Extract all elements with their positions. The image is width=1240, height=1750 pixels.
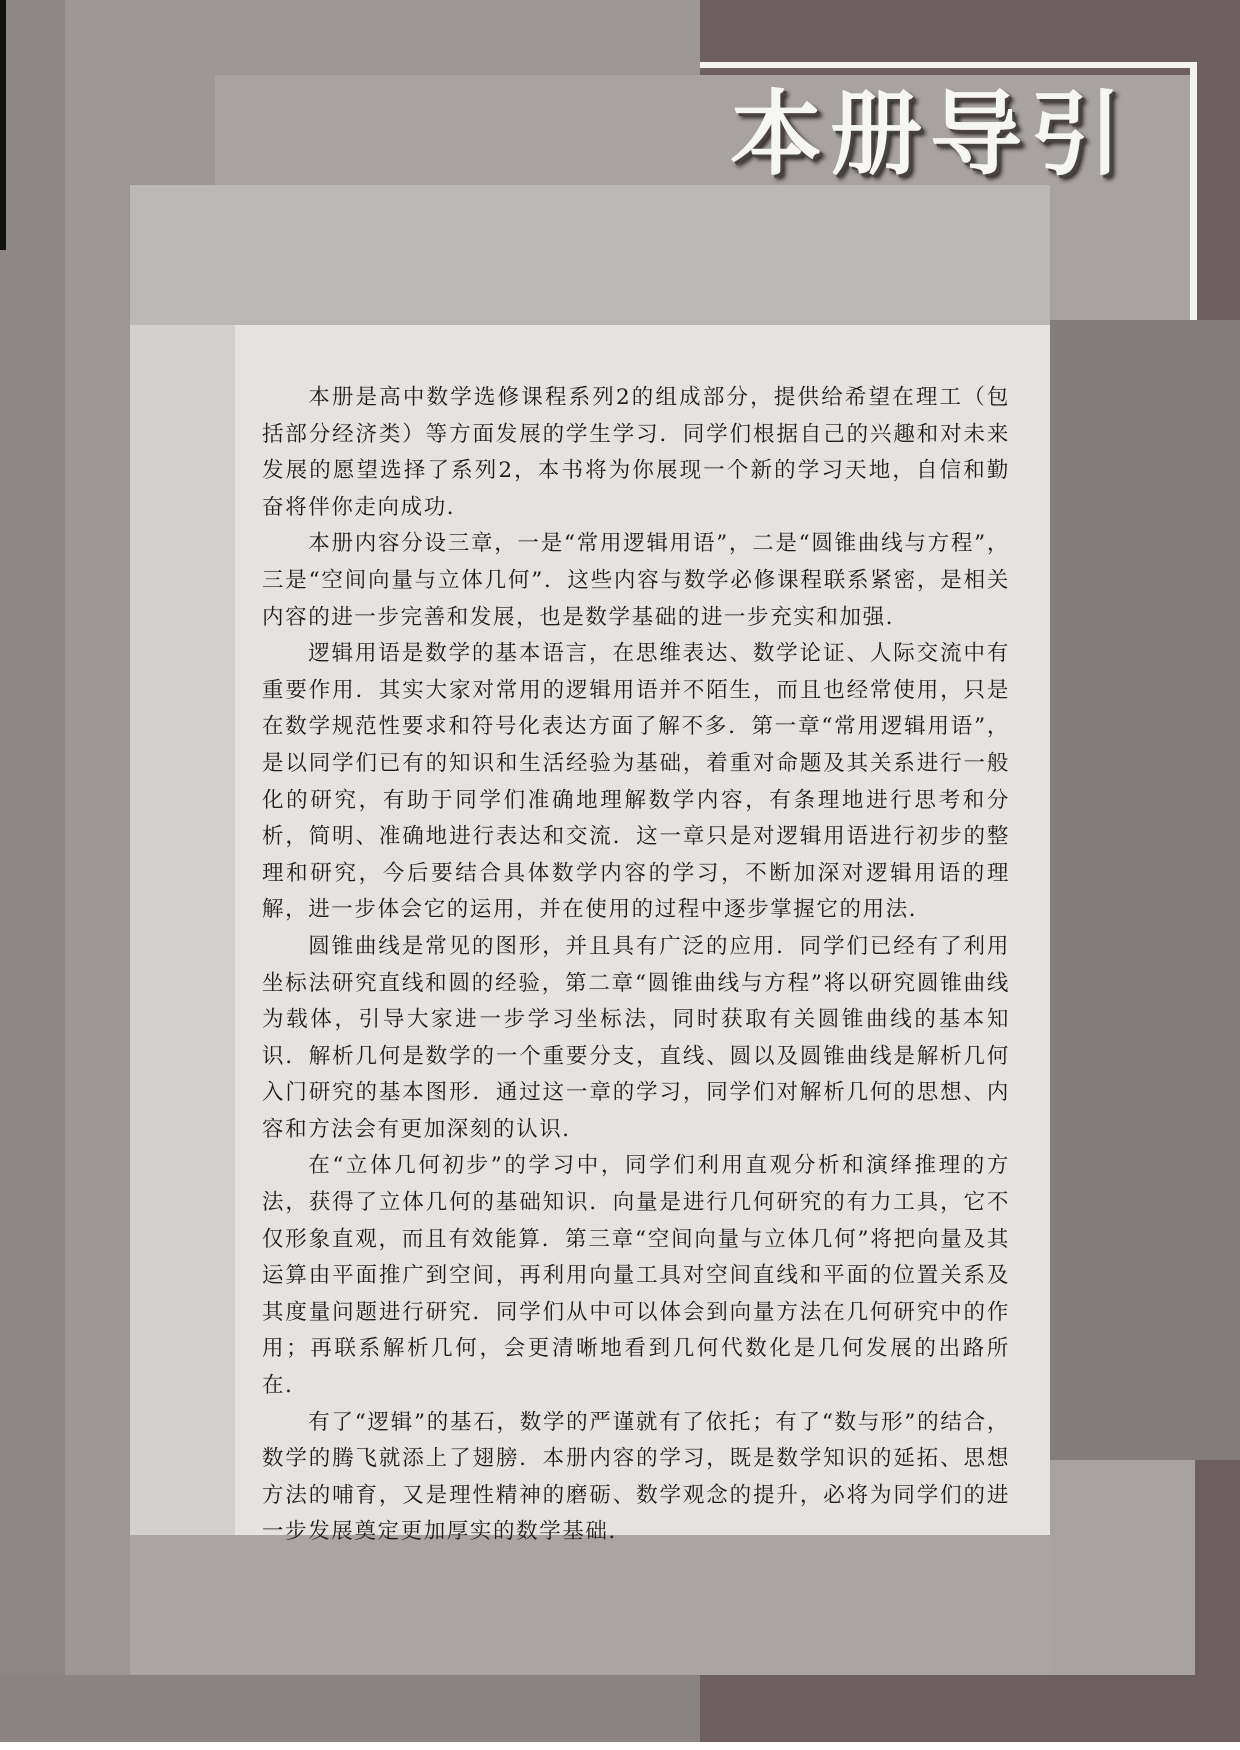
title-frame-right: [1190, 62, 1197, 320]
scan-edge-bar: [0, 0, 6, 250]
paragraph-conics: 圆锥曲线是常见的图形，并且具有广泛的应用．同学们已经有了利用坐标法研究直线和圆的经验，第二章“圆锥曲线与方程”将以研究圆锥曲线为载体，引导大家进一步学习坐标法，同时获取有关圆锥曲线的基本知识．解析几何是数学的一个重要分支，直线、圆以及圆锥曲线是解析几何入门研究的基本图形．通过这一章的学习，同学们对解析几何的思想、内容和方法会有更加深刻的认识．: [262, 933, 1010, 1142]
paragraph-logic: 逻辑用语是数学的基本语言，在思维表达、数学论证、人际交流中有重要作用．其实大家对常用的逻辑用语并不陌生，而且也经常使用，只是在数学规范性要求和符号化表达方面了解不多．第一章“常用逻辑用语”，是以同学们已有的知识和生活经验为基础，着重对命题及其关系进行一般化的研究，有助于同学们准确地理解数学内容，有条理地进行思考和分析，简明、准确地进行表达和交流．这一章只是对逻辑用语进行初步的整理和研究，今后要结合具体数学内容的学习，不断加深对逻辑用语的理解，进一步体会它的运用，并在使用的过程中逐步掌握它的用法．: [262, 641, 1010, 923]
paragraph-closing: 有了“逻辑”的基石，数学的严谨就有了依托；有了“数与形”的结合，数学的腾飞就添上了翅膀．本册内容的学习，既是数学知识的延拓、思想方法的哺育，又是理性精神的磨砺、数学观念的提升，必将为同学们的进一步发展奠定更加厚实的数学基础．: [262, 1409, 1010, 1545]
scan-bottom-edge: [0, 1742, 1240, 1750]
paragraph-intro: 本册是高中数学选修课程系列2的组成部分，提供给希望在理工（包括部分经济类）等方面发展的学生学习．同学们根据自己的兴趣和对未来发展的愿望选择了系列2，本书将为你展现一个新的学习天地，自信和勤奋将伴你走向成功．: [262, 385, 1010, 520]
paragraph-chapters: 本册内容分设三章，一是“常用逻辑用语”，二是“圆锥曲线与方程”，三是“空间向量与立体几何”．这些内容与数学必修课程联系紧密，是相关内容的进一步完善和发展，也是数学基础的进一步充实和加强．: [262, 531, 1010, 630]
paragraph-vectors: 在“立体几何初步”的学习中，同学们利用直观分析和演绎推理的方法，获得了立体几何的基础知识．向量是进行几何研究的有力工具，它不仅形象直观，而且有效能算．第三章“空间向量与立体几何”将把向量及其运算由平面推广到空间，再利用向量工具对空间直线和平面的位置关系及其度量问题进行研究．同学们从中可以体会到向量方法在几何研究中的作用；再联系解析几何，会更清晰地看到几何代数化是几何发展的出路所在．: [262, 1153, 1010, 1399]
page-title: 本册导引: [729, 81, 1130, 188]
title-frame-top: [700, 62, 1197, 68]
body-text: [262, 380, 1010, 1551]
